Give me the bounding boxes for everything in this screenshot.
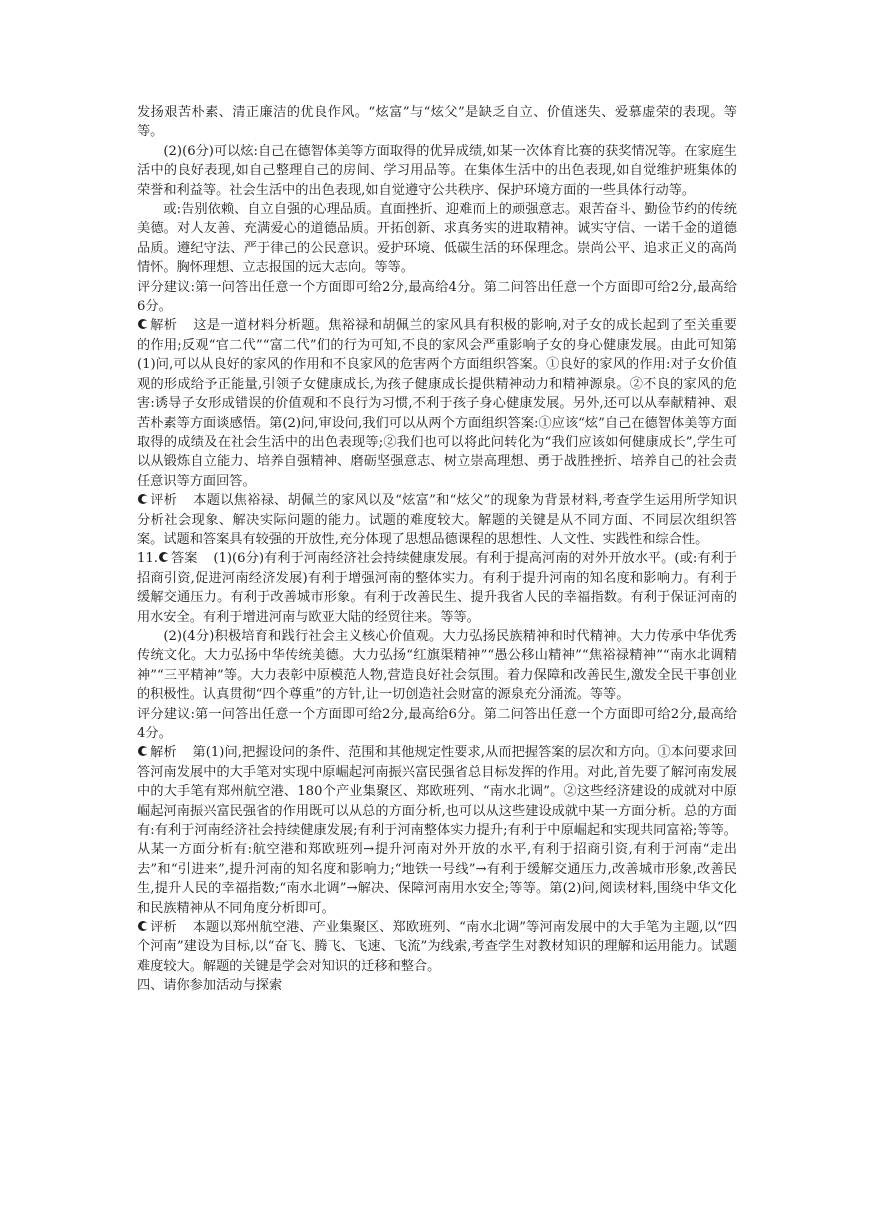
bullet-mark-icon (137, 920, 149, 932)
paragraph-text: 本题以焦裕禄、胡佩兰的家风以及“炫富”和“炫父”的现象为背景材料,考查学生运用所学知识分析社会现象、解决实际问题的能力。试题的难度较大。解题的关键是从不同方面、不同层次组织答案。试题和答案具有较强的开放性,充分体现了思想品德课程的思想性、人文性、实践性和综合性。 (137, 493, 738, 547)
paragraph-text: (2)(4分)积极培育和践行社会主义核心价值观。大力弘扬民族精神和时代精神。大力传承中华优秀传统文化。大力弘扬中华传统美德。大力弘扬“红旗渠精神”“愚公移山精神”“焦裕禄精神”“南水北调精神”“三平精神”等。大力表彰中原模范人物,营造良好社会氛围。着力保障和改善民生,激发全民干事创业的积极性。认真贯彻“四个尊重”的方针,让一切创造社会财富的源泉充分涌流。等等。 (137, 628, 737, 703)
paragraph-text: 评分建议:第一问答出任意一个方面即可给2分,最高给6分。第二问答出任意一个方面即可给2分,最高给4分。 (137, 706, 737, 741)
question-number: 11. (137, 551, 158, 567)
answer-alternative (137, 200, 737, 278)
paragraph-text: 评分建议:第一问答出任意一个方面即可给2分,最高给4分。第二问答出任意一个方面即可给2分,最高给6分。 (137, 279, 737, 315)
paragraph-text: 这是一道材料分析题。焦裕禄和胡佩兰的家风具有积极的影响,对子女的成长起到了至关重要的作用;反观“官二代”“富二代”们的行为可知,不良的家风会严重影响子女的身心健康发展。由此可知第(1)问,可以从良好的家风的作用和不良家风的危害两个方面组织答案。①良好的家风的作用:对子女价值观的形成给予正能量,引领子女健康成长,为孩子健康成长提供精神动力和精神源泉。②不良的家风的危害:诱导子女形成错误的价值观和不良行为习惯,不利于孩子身心健康发展。另外,还可以从奉献精神、艰苦朴素等方面谈感悟。第(2)问,审设问,我们可以从两个方面组织答案:①应该“炫”自己在德智体美等方面取得的成绩及在社会生活中的出色表现等;②我们也可以将此问转化为“我们应该如何健康成长”,学生可以从锻炼自立能力、培养自强精神、磨砺坚强意志、树立崇高理想、勇于战胜挫折、培养自己的社会责任意识等方面回答。 (137, 318, 737, 489)
analysis-section (137, 316, 737, 491)
analysis-section (137, 743, 737, 918)
section-heading (137, 976, 737, 995)
answer-part-2 (137, 627, 737, 705)
commentary-label: 评析 (150, 920, 177, 936)
document-page (137, 103, 737, 996)
bullet-mark-icon (137, 318, 149, 330)
question-11-answer (137, 549, 737, 627)
commentary-section (137, 918, 737, 976)
paragraph-text: 本题以郑州航空港、产业集聚区、郑欧班列、“南水北调”等河南发展中的大手笔为主题,以“四个河南”建设为目标,以“奋飞、腾飞、飞速、飞流”为线索,考查学生对教材知识的理解和运用能力。试题难度较大。解题的关键是学会对知识的迁移和整合。 (137, 920, 738, 974)
answer-part-2 (137, 142, 737, 200)
commentary-section (137, 491, 737, 549)
heading-text: 四、请你参加活动与探索 (137, 978, 283, 994)
answer-paragraph-continued (137, 103, 737, 142)
bullet-mark-icon (137, 493, 149, 505)
paragraph-text: (2)(6分)可以炫:自己在德智体美等方面取得的优异成绩,如某一次体育比赛的获奖情况等。在家庭生活中的良好表现,如自己整理自己的房间、学习用品等。在集体生活中的出色表现,如自觉维护班集体的荣誉和利益等。社会生活中的出色表现,如自觉遵守公共秩序、保护环境方面的一些具体行动等。 (137, 143, 737, 198)
paragraph-text: 第(1)问,把握设问的条件、范围和其他规定性要求,从而把握答案的层次和方向。①本问要求回答河南发展中的大手笔对实现中原崛起河南振兴富民强省总目标发挥的作用。对此,首先要了解河南发展中的大手笔有郑州航空港、180个产业集聚区、郑欧班列、“南水北调”。②这些经济建设的成就对中原崛起河南振兴富民强省的作用既可以从总的方面分析,也可以从这些建设成就中某一方面分析。总的方面有:有利于河南经济社会持续健康发展;有利于河南整体实力提升;有利于中原崛起和实现共同富裕;等等。从某一方面分析有:航空港和郑欧班列→提升河南对外开放的水平,有利于招商引资,有利于河南“走出去”和“引进来”,提升河南的知名度和影响力;“地铁一号线”→有利于缓解交通压力,改善城市形象,改善民生,提升人民的幸福指数;“南水北调”→解决、保障河南用水安全;等等。第(2)问,阅读材料,围绕中华文化和民族精神从不同角度分析即可。 (137, 745, 738, 916)
scoring-suggestion (137, 705, 737, 744)
bullet-mark-icon (137, 745, 149, 757)
paragraph-text: (1)(6分)有利于河南经济社会持续健康发展。有利于提高河南的对外开放水平。(或:有利于招商引资,促进河南经济发展)有利于增强河南的整体实力。有利于提升河南的知名度和影响力。有利于缓解交通压力。有利于改善城市形象。有利于改善民生、提升我省人民的幸福指数。有利于保证河南的用水安全。有利于增进河南与欧亚大陆的经贸往来。等等。 (137, 551, 737, 625)
bullet-mark-icon (158, 551, 170, 563)
commentary-label: 评析 (150, 493, 178, 509)
paragraph-text: 发扬艰苦朴素、清正廉洁的优良作风。“炫富”与“炫父”是缺乏自立、价值迷失、爱慕虚荣的表现。等等。 (137, 105, 737, 140)
paragraph-text: 或:告别依赖、自立自强的心理品质。直面挫折、迎难而上的顽强意志。艰苦奋斗、勤俭节约的传统美德。对人友善、充满爱心的道德品质。开拓创新、求真务实的进取精神。诚实守信、一诺千金的道德品质。遵纪守法、严于律己的公民意识。爱护环境、低碳生活的环保理念。崇尚公平、追求正义的高尚情怀。胸怀理想、立志报国的远大志向。等等。 (137, 202, 737, 276)
scoring-suggestion (137, 278, 737, 317)
analysis-label: 解析 (150, 745, 177, 761)
analysis-label: 解析 (150, 318, 178, 334)
answer-label: 答案 (170, 551, 198, 567)
